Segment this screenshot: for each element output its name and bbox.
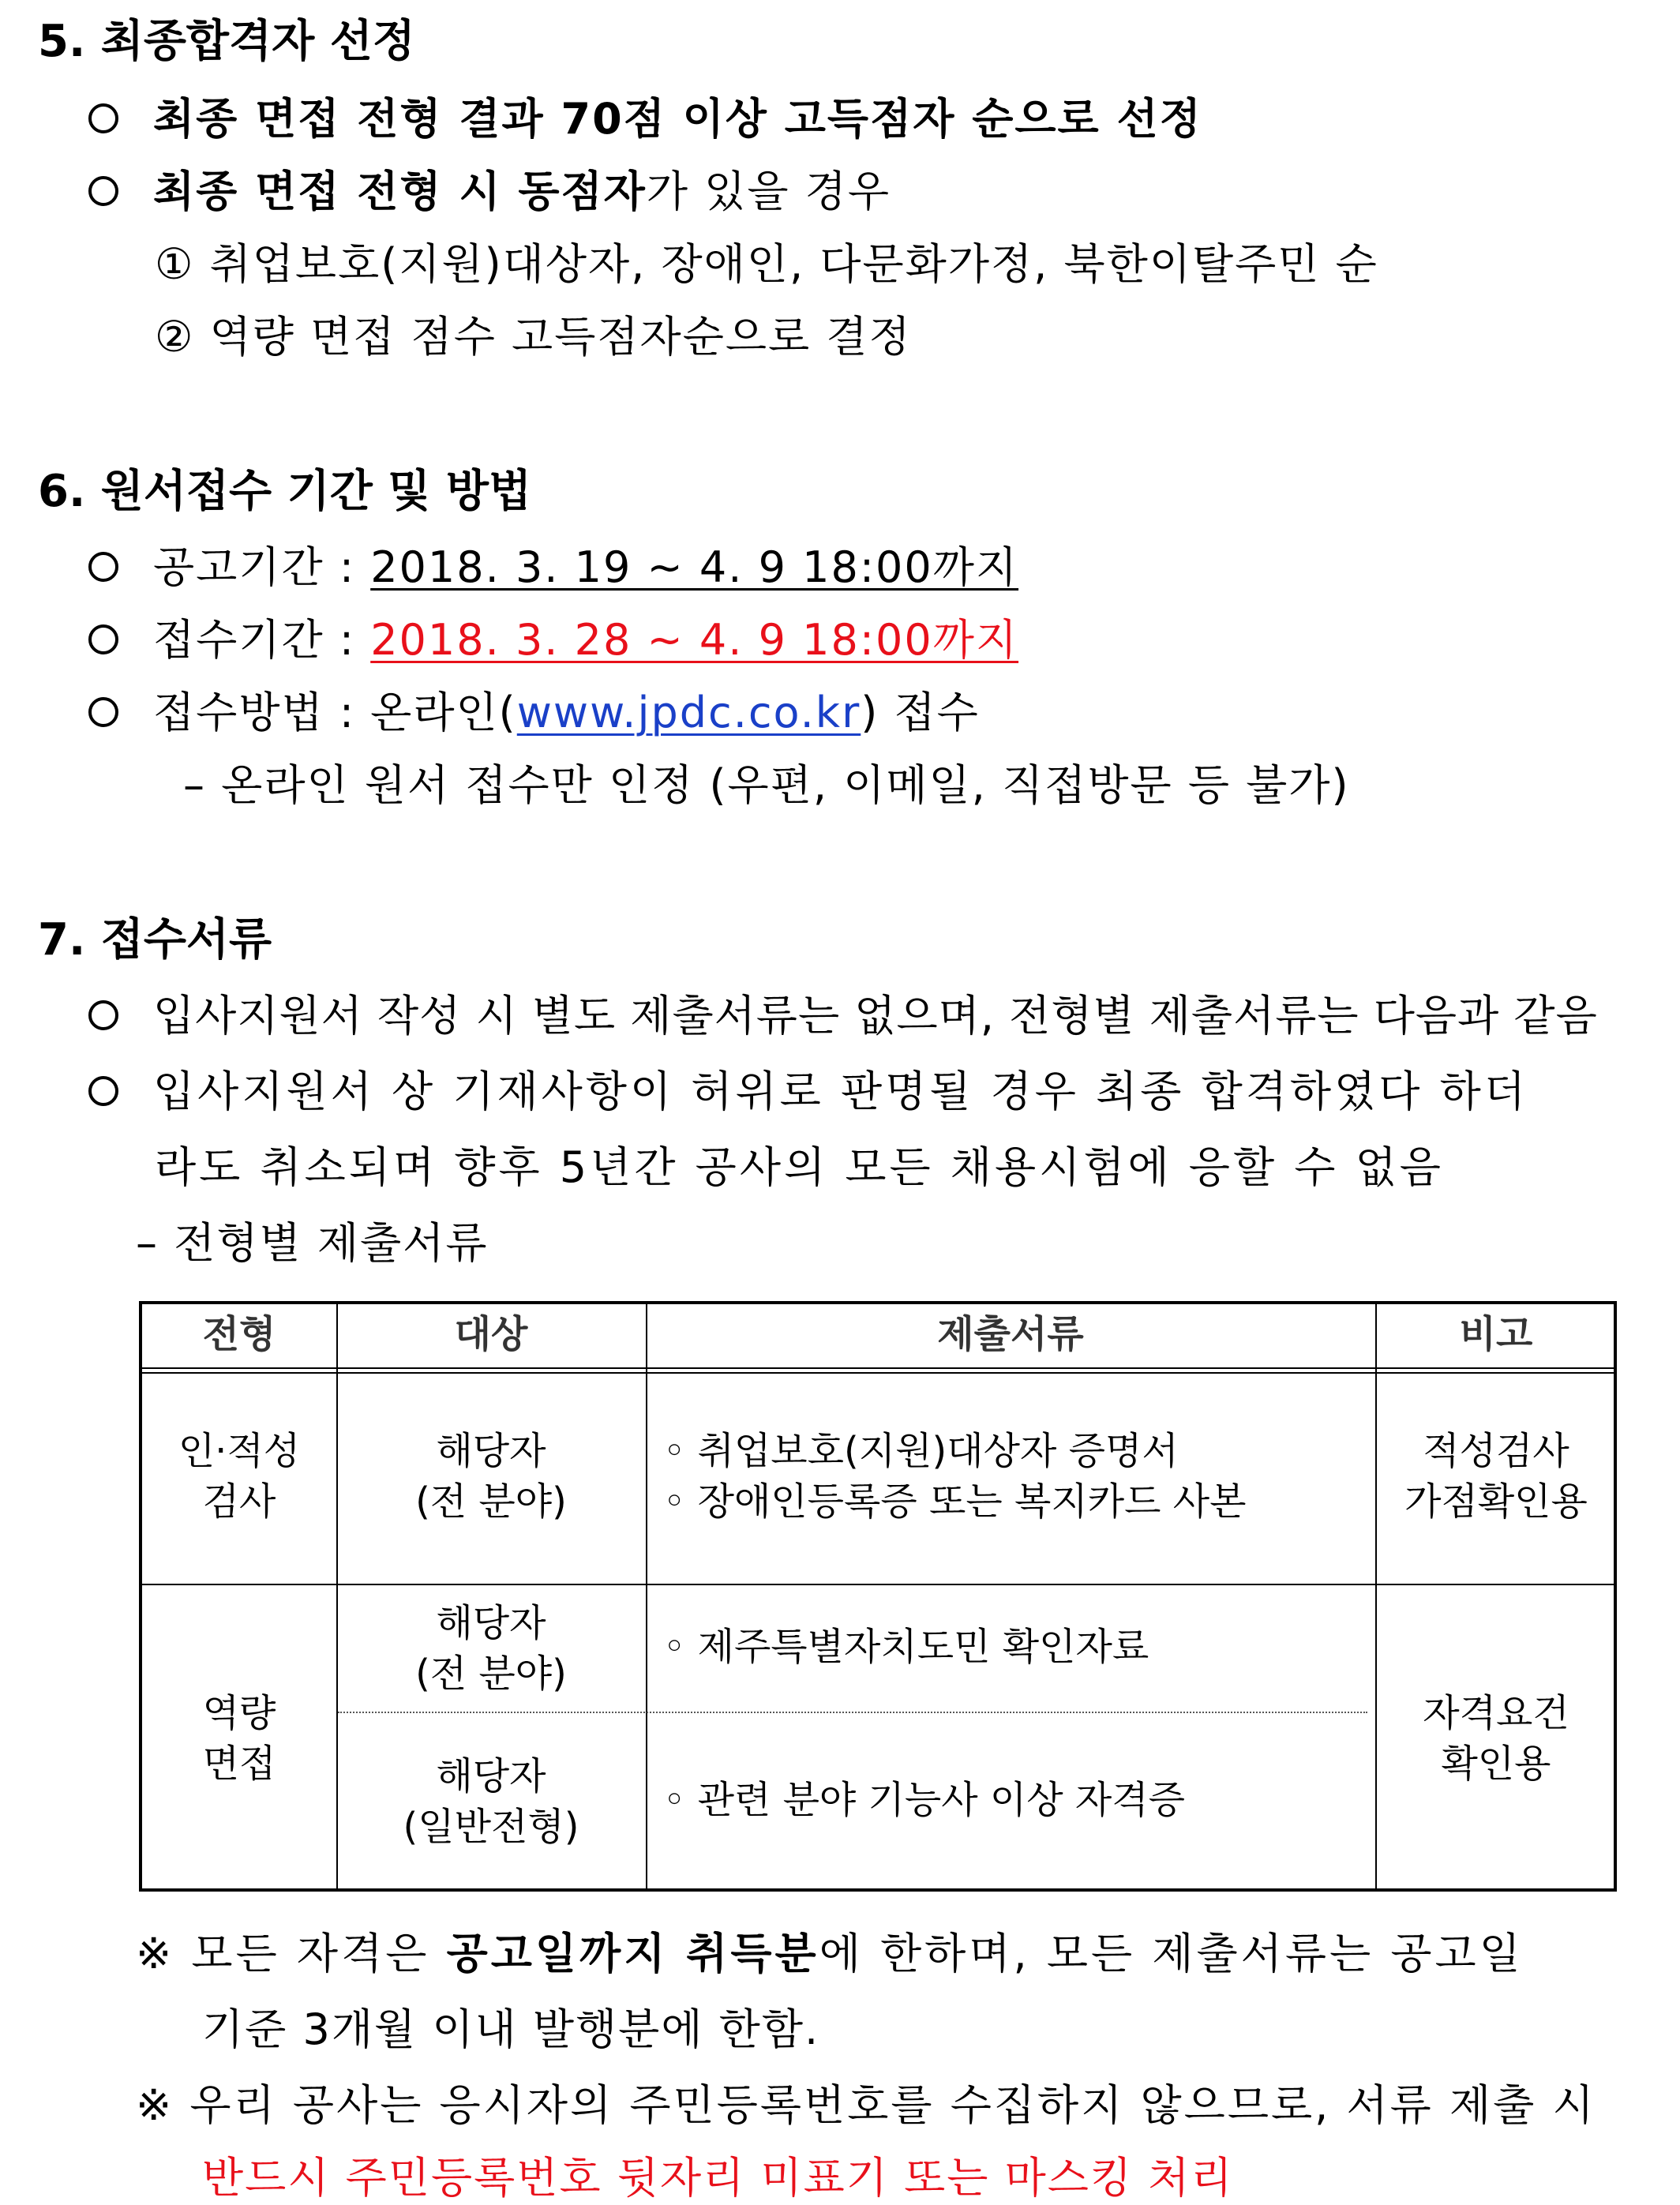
section-5-item-2: 최종 면접 전형 시 동점자가 있을 경우 bbox=[88, 158, 891, 219]
documents-table bbox=[139, 1301, 1617, 1892]
row1-doc-2: ◦ 장애인등록증 또는 복지카드 사본 bbox=[663, 1479, 1247, 1524]
note-2: ※ 우리 공사는 응시자의 주민등록번호를 수집하지 않으므로, 서류 제출 시 bbox=[136, 2080, 1596, 2130]
section-5-title: 5. 최종합격자 선정 bbox=[38, 16, 415, 67]
section-7-title: 7. 접수서류 bbox=[38, 914, 272, 966]
circle-bullet-icon bbox=[88, 697, 118, 727]
row2-target-b: 해당자 (일반전형) bbox=[403, 1754, 579, 1849]
circle-bullet-icon bbox=[88, 1000, 118, 1030]
header-stage: 전형 bbox=[202, 1312, 276, 1356]
section-6-title: 6. 원서접수 기간 및 방법 bbox=[38, 466, 532, 517]
note-1-cont: 기준 3개월 이내 발행분에 한함. bbox=[202, 2004, 820, 2054]
receipt-value: 2018. 3. 28 ~ 4. 9 18:00까지 bbox=[370, 615, 1019, 665]
header-documents: 제출서류 bbox=[937, 1312, 1084, 1356]
row1-target: 해당자 (전 분야) bbox=[415, 1429, 567, 1524]
section-5-sub-1: ① 취업보호(지원)대상자, 장애인, 다문화가정, 북한이탈주민 순 bbox=[155, 239, 1378, 289]
circle-bullet-icon bbox=[88, 624, 118, 654]
section-7-item-2: 입사지원서 상 기재사항이 허위로 판명될 경우 최종 합격하였다 하더 bbox=[88, 1058, 1528, 1119]
note-1: ※ 모든 자격은 공고일까지 취득분에 한하며, 모든 제출서류는 공고일 bbox=[136, 1929, 1524, 1978]
section-7-item-2-cont: 라도 취소되며 향후 5년간 공사의 모든 채용시험에 응할 수 없음 bbox=[155, 1142, 1444, 1192]
section-5-item-1: 최종 면접 전형 결과 70점 이상 고득점자 순으로 선정 bbox=[88, 85, 1202, 146]
row2-doc-b: ◦ 관련 분야 기능사 이상 자격증 bbox=[663, 1778, 1186, 1822]
website-link[interactable]: www.jpdc.co.kr bbox=[516, 688, 861, 737]
row2-note: 자격요건 확인용 bbox=[1423, 1691, 1569, 1786]
note-2-emphasis: 반드시 주민등록번호 뒷자리 미표기 또는 마스킹 처리 bbox=[202, 2153, 1234, 2203]
row1-doc-1: ◦ 취업보호(지원)대상자 증명서 bbox=[663, 1429, 1179, 1473]
circle-bullet-icon bbox=[88, 103, 118, 133]
method-line: 접수방법 : 온라인(www.jpdc.co.kr) 접수 bbox=[88, 679, 980, 740]
period-value: 2018. 3. 19 ~ 4. 9 18:00까지 bbox=[370, 542, 1019, 592]
receipt-line: 접수기간 : 2018. 3. 28 ~ 4. 9 18:00까지 bbox=[88, 606, 1018, 667]
section-5-sub-2: ② 역량 면접 점수 고득점자순으로 결정 bbox=[155, 312, 912, 362]
row2-stage: 역량 면접 bbox=[202, 1691, 276, 1786]
period-line: 공고기간 : 2018. 3. 19 ~ 4. 9 18:00까지 bbox=[88, 534, 1018, 594]
row1-stage: 인·적성 검사 bbox=[178, 1429, 301, 1524]
circle-bullet-icon bbox=[88, 176, 118, 206]
section-7-sub: – 전형별 제출서류 bbox=[136, 1218, 489, 1268]
circle-bullet-icon bbox=[88, 1076, 118, 1106]
row2-target-a: 해당자 (전 분야) bbox=[415, 1601, 567, 1696]
header-note: 비고 bbox=[1459, 1312, 1533, 1356]
circle-bullet-icon bbox=[88, 552, 118, 582]
method-note: – 온라인 원서 접수만 인정 (우편, 이메일, 직접방문 등 불가) bbox=[183, 760, 1350, 810]
row2-doc-a: ◦ 제주특별자치도민 확인자료 bbox=[663, 1625, 1149, 1669]
header-target: 대상 bbox=[454, 1312, 528, 1356]
row1-note: 적성검사 가점확인용 bbox=[1404, 1429, 1588, 1524]
section-7-item-1: 입사지원서 작성 시 별도 제출서류는 없으며, 전형별 제출서류는 다음과 같음 bbox=[88, 982, 1598, 1043]
